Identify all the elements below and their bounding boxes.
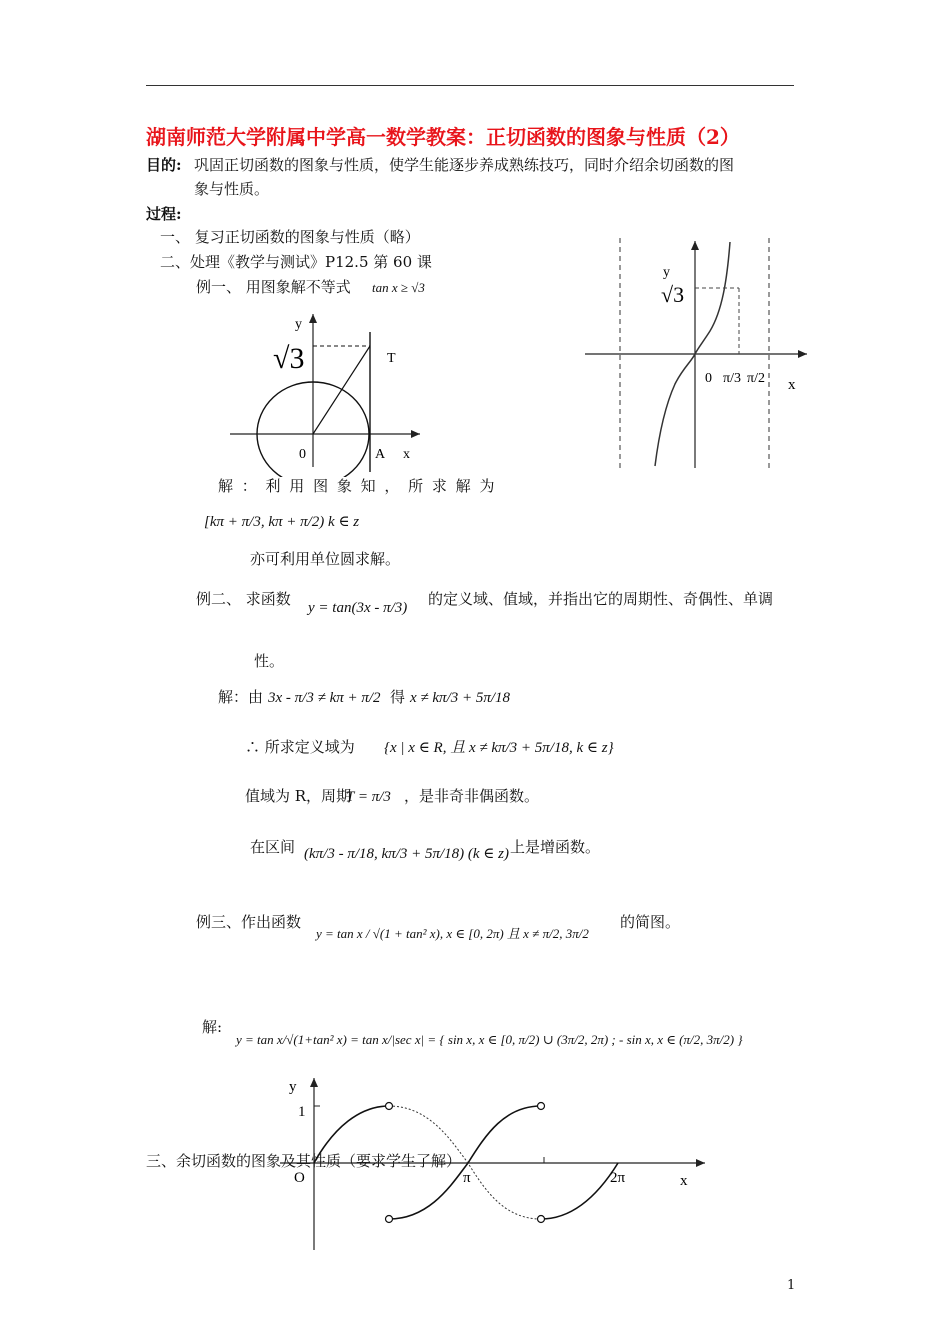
- section-3-heading: 三、余切函数的图象及其性质（要求学生了解）: [146, 1152, 462, 1170]
- goal-line-1: 巩固正切函数的图象与性质，使学生能逐步养成熟练技巧，同时介绍余切函数的图: [194, 156, 735, 174]
- tan-sqrt3-label: √3: [661, 282, 685, 307]
- circle-x-label: x: [403, 447, 410, 462]
- example2-increase-tail: 上是增函数。: [510, 838, 601, 856]
- circle-A-label: A: [375, 447, 386, 462]
- sin-2pi-label: 2π: [610, 1170, 626, 1186]
- example3-solution: y = tan x/√(1+tan² x) = tan x/|sec x| = { sin x, x ∈ [0, π/2) ∪ (3π/2, 2π) ; - sin x, x ∈ (π/2, 3π/2) }: [236, 1032, 743, 1047]
- example2-increase-lead: 在区间: [250, 838, 296, 856]
- example3-solution-lead: 解:: [202, 1018, 223, 1036]
- tan-pi3-label: π/3: [723, 371, 741, 386]
- example2-period: T = π/3: [346, 789, 391, 805]
- example3-function: y = tan x / √(1 + tan² x), x ∈ [0, 2π) 且 x ≠ π/2, 3π/2: [316, 926, 589, 941]
- example1-note: 亦可利用单位圆求解。: [250, 550, 401, 568]
- circle-y-label: y: [295, 317, 302, 332]
- process-item-1: 一、 复习正切函数的图象与性质（略）: [160, 228, 420, 246]
- process-item-2: 二、处理《教学与测试》P12.5 第 60 课: [160, 253, 432, 271]
- example1-solution-lead: 解 ： 利 用 图 象 知 ， 所 求 解 为: [218, 477, 497, 495]
- goal-label: 目的:: [146, 156, 182, 174]
- example2-range: 值域为 R，周期: [245, 787, 352, 805]
- tan-x-label: x: [788, 377, 796, 393]
- example2-interval: (kπ/3 - π/18, kπ/3 + 5π/18) (k ∈ z): [304, 846, 509, 862]
- circle-origin-label: 0: [299, 447, 306, 462]
- example1-inequality: tan x ≥ √3: [372, 280, 425, 295]
- circle-T-label: T: [387, 351, 396, 366]
- example2-tail-2: 性。: [254, 652, 285, 670]
- example2-tail: 的定义域、值域，并指出它的周期性、奇偶性、单调: [428, 590, 774, 608]
- header-rule: [146, 85, 794, 86]
- tan-pi2-label: π/2: [747, 371, 765, 386]
- example2-solution-mid: 得: [390, 688, 406, 706]
- example2-domain: {x | x ∈ R, 且 x ≠ kπ/3 + 5π/18, k ∈ z}: [384, 740, 614, 756]
- example2-therefore: ∴ 所求定义域为: [245, 738, 355, 756]
- sin-graph-figure: [280, 1072, 710, 1252]
- sin-x-label: x: [680, 1173, 688, 1189]
- example2-parity: ，是非奇非偶函数。: [404, 787, 540, 805]
- goal-line-2: 象与性质。: [194, 180, 270, 198]
- example3-tail: 的简图。: [620, 913, 681, 931]
- example3-lead: 例三、作出函数: [196, 913, 302, 931]
- circle-sqrt3-label: √3: [273, 342, 305, 375]
- sin-y-label: y: [289, 1079, 297, 1095]
- process-label: 过程:: [146, 205, 182, 223]
- example1-solution-set: [kπ + π/3, kπ + π/2) k ∈ z: [204, 514, 360, 530]
- tan-graph-figure: [585, 236, 810, 476]
- sin-pi-label: π: [463, 1170, 471, 1186]
- sin-one-label: 1: [298, 1104, 306, 1120]
- sin-origin-label: O: [294, 1170, 305, 1186]
- example2-function: y = tan(3x - π/3): [308, 600, 408, 616]
- page-number: 1: [787, 1278, 796, 1293]
- tan-y-label: y: [663, 265, 670, 280]
- example2-solution-lead: 解：由: [218, 688, 264, 706]
- example2-solution-result: x ≠ kπ/3 + 5π/18: [410, 690, 511, 706]
- example2-equation: 3x - π/3 ≠ kπ + π/2: [268, 690, 381, 706]
- unit-circle-figure: [225, 312, 425, 477]
- example2-lead: 例二、 求函数: [196, 590, 291, 608]
- page-title: 湖南师范大学附属中学高一数学教案：正切函数的图象与性质（2）: [146, 125, 740, 149]
- example1-lead: 例一、 用图象解不等式: [196, 278, 351, 296]
- tan-origin-label: 0: [705, 371, 712, 386]
